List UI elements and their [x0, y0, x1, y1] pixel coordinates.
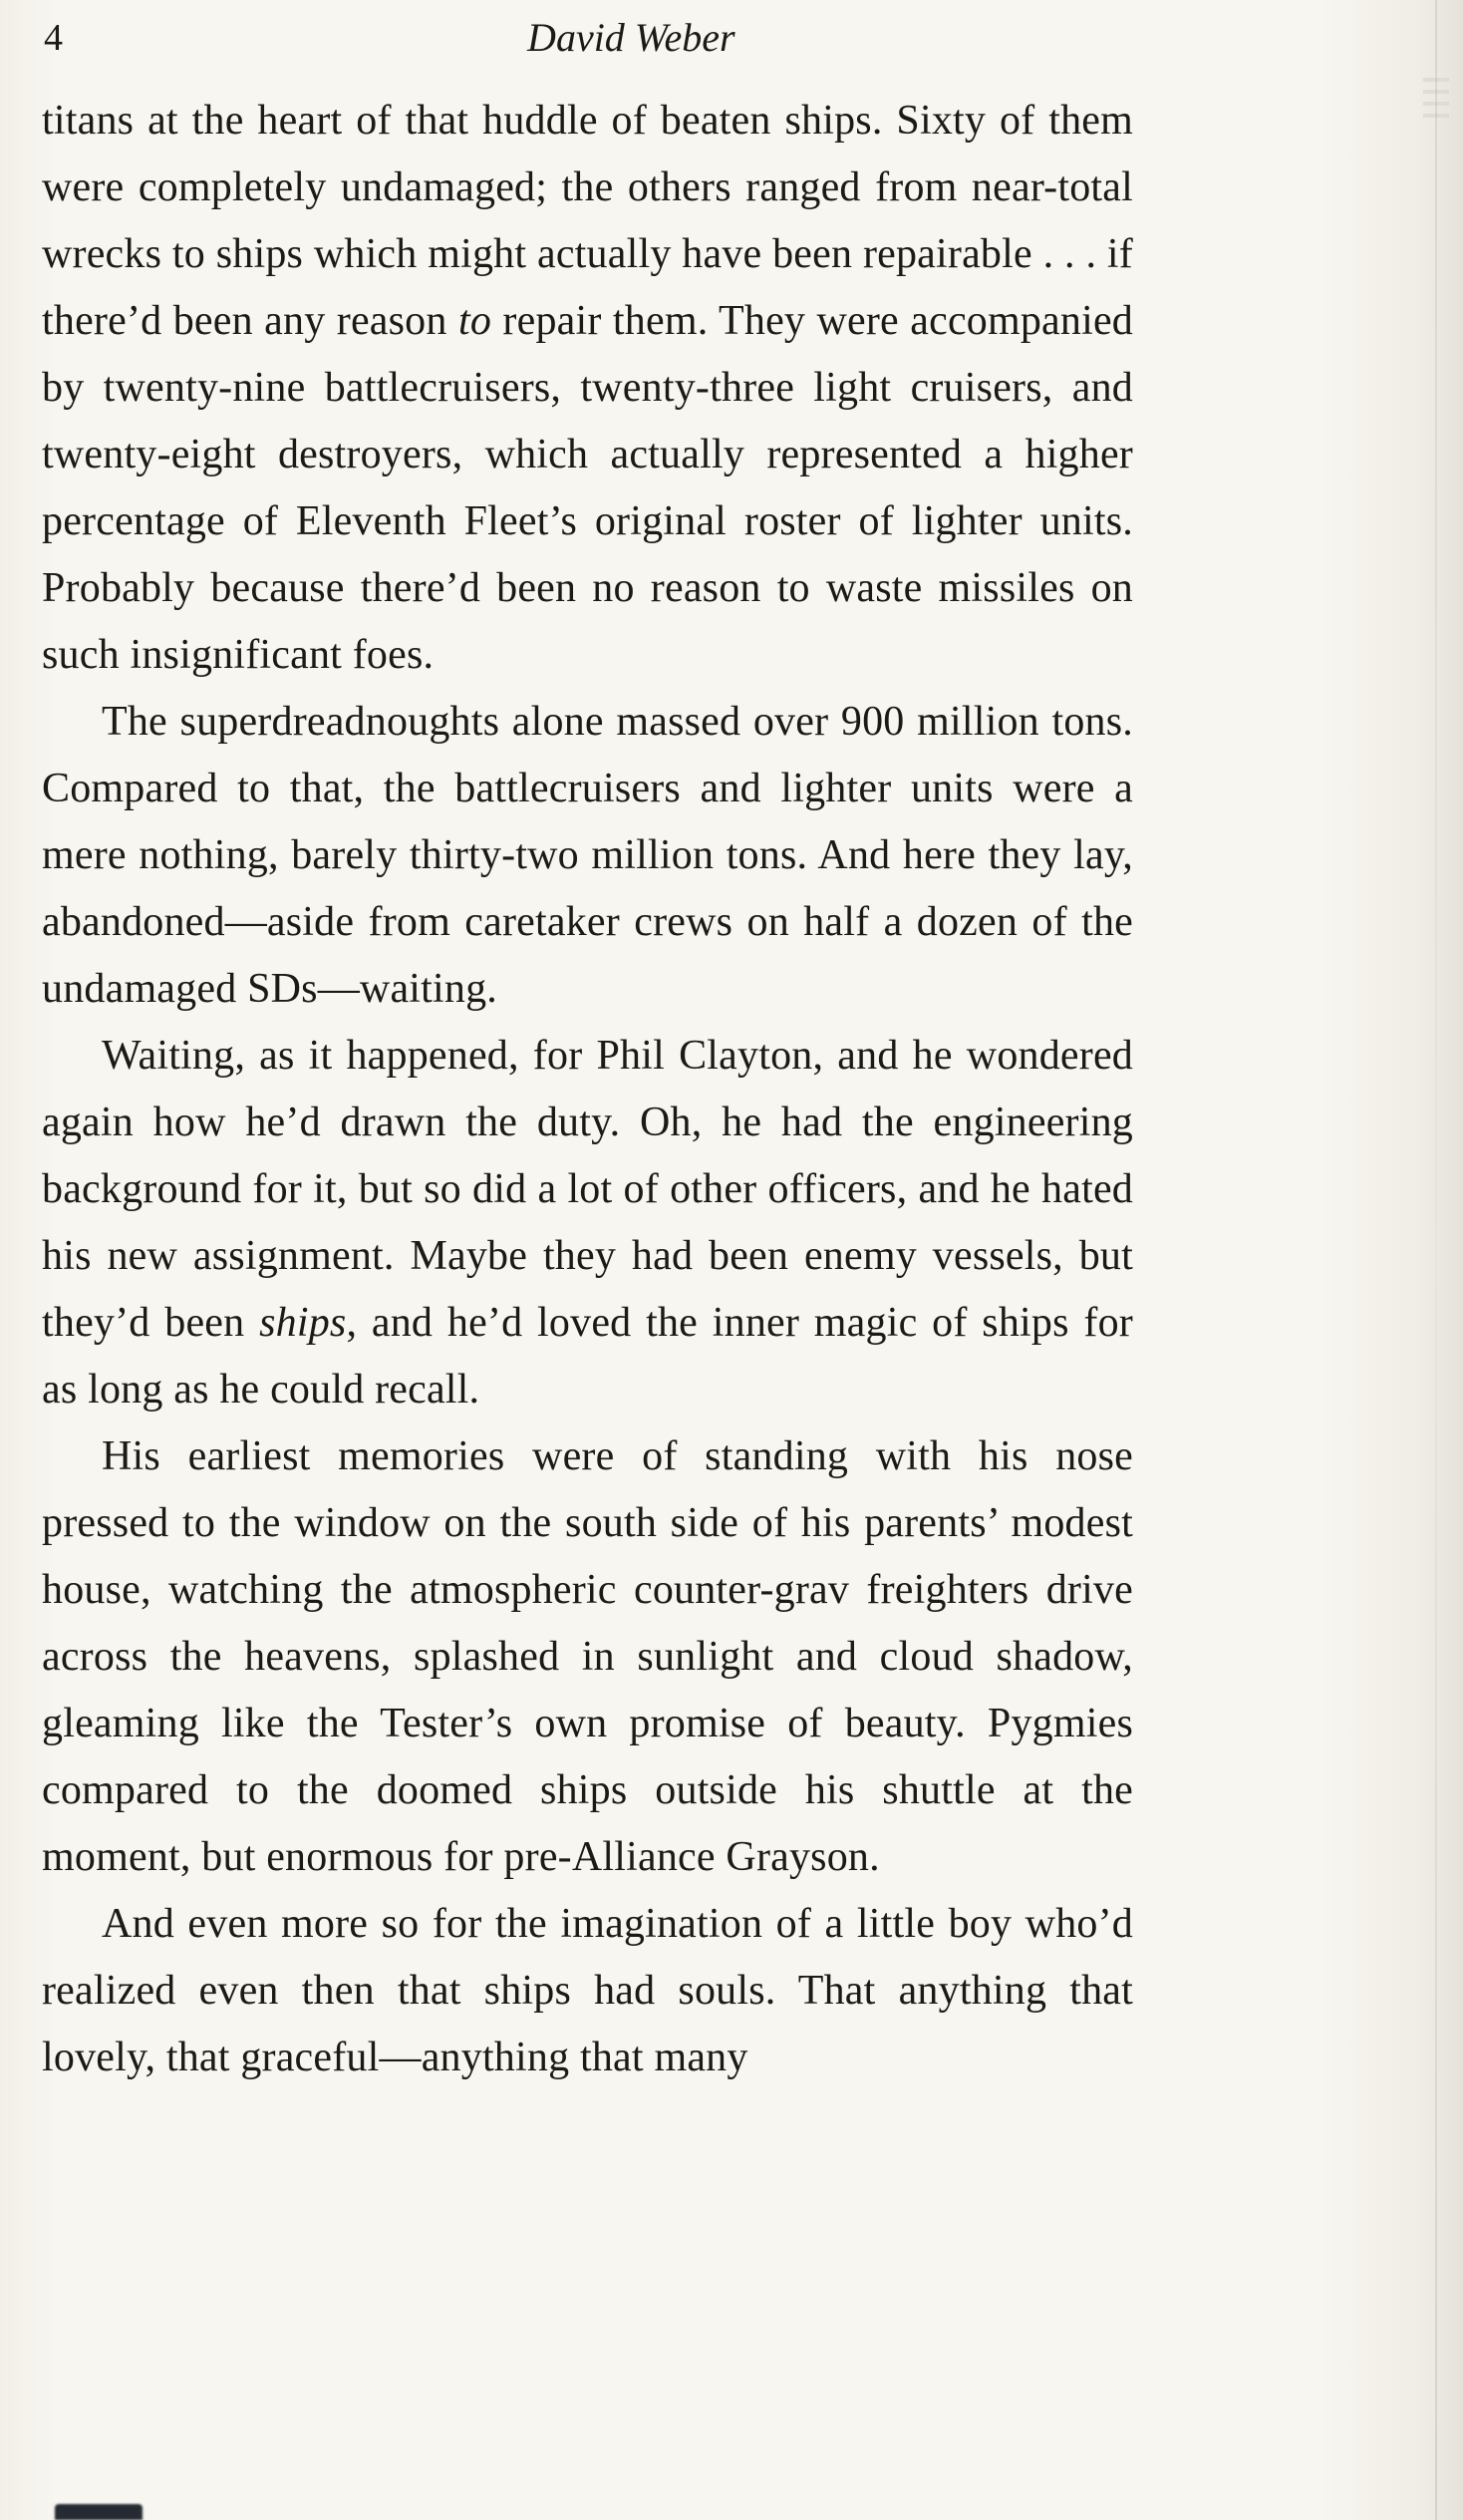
- scan-smudge: [55, 2504, 143, 2520]
- paragraph: [42, 689, 1133, 1023]
- text-run: His earliest memories were of standing with his nose pressed to the window on the south side of his parents’ modest house, watching the atmospheric counter-grav freighters drive across the heavens, splashed in sunlight and cloud shadow, gleaming like the Tester’s own promise of beauty. Pygmies compared to the doomed ships outside his shuttle at the moment, but enormous for pre-Alliance Grayson.: [42, 1433, 1133, 1880]
- page-body: [42, 88, 1133, 2091]
- page-content: [42, 0, 1133, 2091]
- text-run: Waiting, as it happened, for Phil Clayton, and he wondered again how he’d drawn the duty. Oh, he had the engineering background for it, but so did a lot of other officers, and he hated his new assignment. Maybe they had been enemy vessels, but they’d been: [42, 1033, 1133, 1346]
- running-header: [42, 14, 1133, 70]
- scan-crease: [1435, 0, 1437, 2520]
- running-header-title: David Weber: [527, 15, 735, 60]
- paragraph: [42, 1023, 1133, 1423]
- page-number: 4: [44, 17, 64, 59]
- paragraph: [42, 1423, 1133, 1891]
- paragraph: [42, 1891, 1133, 2091]
- text-run: repair them. They were accompanied by twenty-nine battlecruisers, twenty-three light cruisers, and twenty-eight destroyers, which actually represented a higher percentage of Eleventh Fleet’s original roster of lighter units. Probably because there’d been no reason to waste missiles on such insignificant foes.: [42, 298, 1134, 678]
- italic-text-run: to: [457, 298, 492, 344]
- text-run: The superdreadnoughts alone massed over 900 million tons. Compared to that, the battlecruisers and lighter units were a mere nothing, barely thirty-two million tons. And here they lay, abandoned—aside from caretaker crews on half a dozen of the undamaged SDs—waiting.: [42, 699, 1133, 1012]
- text-run: And even more so for the imagination of a little boy who’d realized even then that ships had souls. That anything that lovely, that graceful—anything that many: [42, 1901, 1133, 2080]
- text-run: , and he’d loved the inner magic of ships for as long as he could recall.: [42, 1300, 1133, 1413]
- italic-text-run: ships: [259, 1300, 347, 1346]
- paragraph: [42, 88, 1133, 689]
- text-run: titans at the heart of that huddle of beaten ships. Sixty of them were completely undamaged; the others ranged from near-total wrecks to ships which might actually have been repairable . . . if there’d been any reason: [42, 98, 1133, 344]
